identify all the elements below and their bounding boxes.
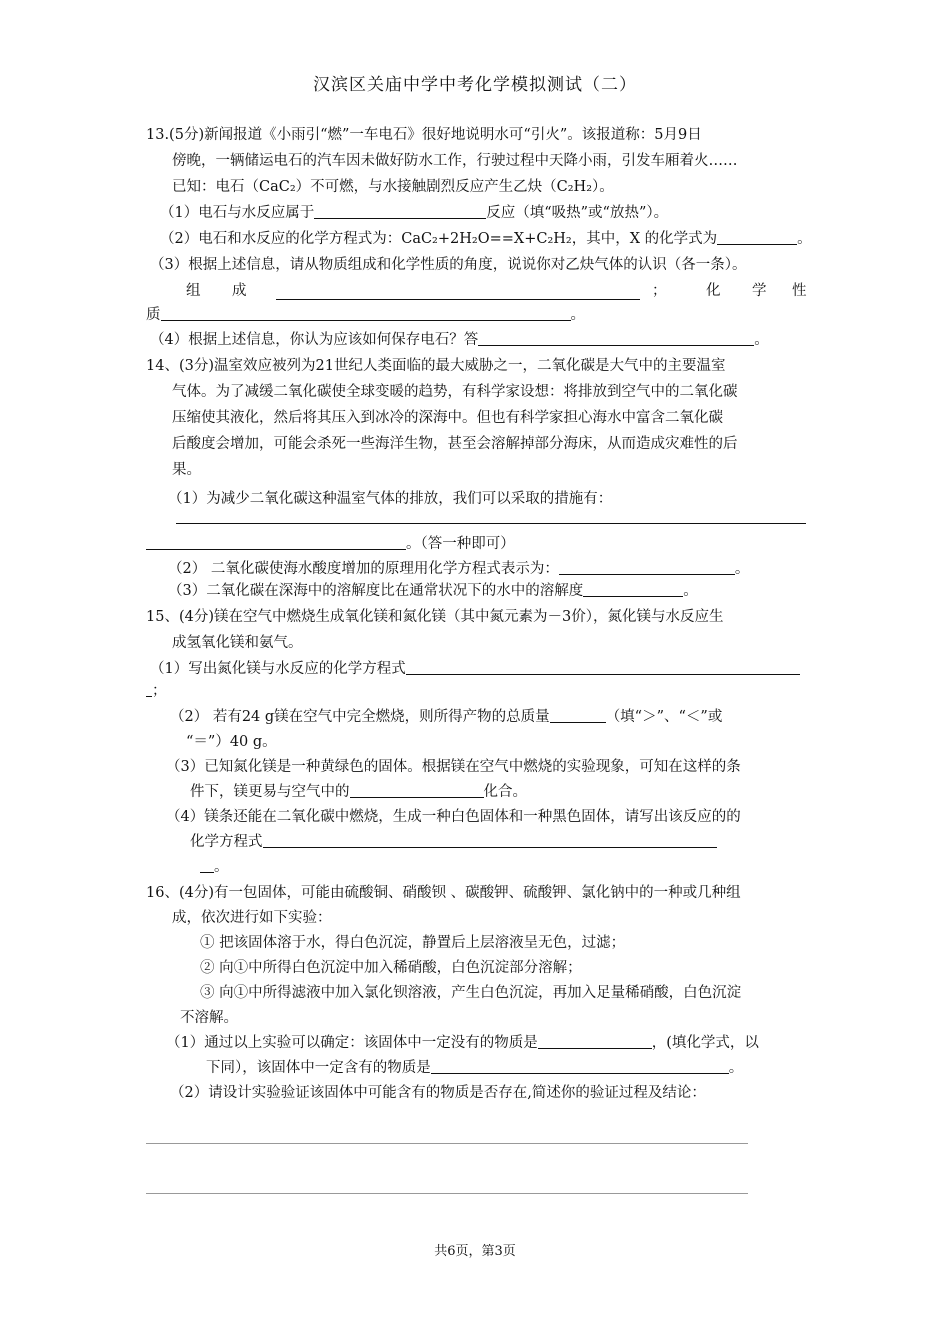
q14-answer-line-1[interactable] — [176, 523, 806, 524]
q14-sub2 — [168, 558, 749, 580]
q13-answer-blank-1[interactable] — [314, 202, 486, 219]
q13-sub1-text: （1）电石与水反应属于 — [160, 205, 315, 221]
q13-sub3-end: 。 — [570, 307, 585, 323]
q13-char-xing: 性 — [792, 283, 807, 299]
q14-sub2-text: （2） 二氧化碳使海水酸度增加的原理用化学方程式表示为： — [168, 561, 559, 577]
q15-sub4: （4）镁条还能在二氧化碳中燃烧，生成一种白色固体和一种黑色固体，请写出该反应的的 — [166, 809, 741, 825]
q13-char-zu: 组 — [186, 283, 201, 299]
q16-answer-line-1[interactable] — [146, 1143, 748, 1144]
q14-line-2: 气体。为了减缓二氧化碳使全球变暖的趋势，有科学家设想：将排放到空气中的二氧化碳 — [172, 384, 738, 400]
q13-sub3: （3）根据上述信息，请从物质组成和化学性质的角度，说说你对乙炔气体的认识（各一条）。 — [150, 257, 747, 273]
q16-answer-line-2[interactable] — [146, 1193, 748, 1194]
q13-line-3: 已知：电石（CaC₂）不可燃，与水接触剧烈反应产生乙炔（C₂H₂）。 — [172, 179, 614, 195]
q13-semicolon: ； — [652, 283, 667, 299]
q15-sub1-text: （1）写出氮化镁与水反应的化学方程式 — [150, 661, 406, 677]
q14-sub3-text: （3）二氧化碳在深海中的溶解度比在通常状况下的水中的溶解度 — [168, 583, 584, 599]
q16-sub1-text: （1）通过以上实验可以确定：该固体中一定没有的物质是 — [166, 1035, 538, 1051]
q14-answer-blank-2[interactable] — [559, 558, 735, 575]
q16-answer-blank-2[interactable] — [431, 1057, 729, 1074]
q15-sub1-end-text: ； — [152, 683, 167, 699]
q14-sub1-end-text: 。（答一种即可） — [406, 536, 515, 552]
q13-answer-blank-composition[interactable] — [276, 283, 640, 300]
q16-sub1-tail: ，(填化学式，以 — [651, 1035, 759, 1051]
q15-answer-blank-2[interactable] — [550, 706, 606, 723]
q14-answer-blank-3[interactable] — [583, 580, 683, 597]
q15-answer-blank-4[interactable] — [263, 831, 717, 848]
q15-sub4-end — [200, 856, 229, 878]
q13-char-xue: 学 — [752, 283, 767, 299]
q15-line-2: 成氢氧化镁和氨气。 — [172, 635, 303, 651]
q16-experiment-1: ① 把该固体溶于水，得白色沉淀，静置后上层溶液呈无色，过滤； — [200, 935, 626, 951]
q16-sub1-text-2: 下同），该固体中一定含有的物质是 — [206, 1060, 431, 1076]
q15-sub4-line-2 — [190, 831, 717, 853]
q15-sub4-end-text: 。 — [214, 859, 229, 875]
q13-sub4 — [150, 329, 769, 351]
q13-char-zhi: 质 — [146, 307, 161, 323]
q13-answer-blank-2[interactable] — [717, 228, 797, 245]
q13-answer-blank-4[interactable] — [478, 329, 754, 346]
q16-sub2: （2）请设计实验验证该固体中可能含有的物质是否存在,简述你的验证过程及结论： — [170, 1085, 706, 1101]
q16-experiment-3: ③ 向①中所得滤液中加入氯化钡溶液，产生白色沉淀，再加入足量稀硝酸，白色沉淀 — [200, 985, 742, 1001]
q13-line-2: 傍晚，一辆储运电石的汽车因未做好防水工作，行驶过程中天降小雨，引发车厢着火…… — [172, 153, 738, 169]
q16-experiment-3-line-2: 不溶解。 — [180, 1010, 238, 1026]
q13-sub1-tail: 反应（填“吸热”或“放热”）。 — [486, 205, 669, 221]
q16-experiment-2: ② 向①中所得白色沉淀中加入稀硝酸，白色沉淀部分溶解； — [200, 960, 582, 976]
q13-answer-blank-property[interactable] — [161, 304, 571, 321]
q13-sub2-text: （2）电石和水反应的化学方程式为：CaC₂+2H₂O==X+C₂H₂，其中，X 的化学式为 — [160, 231, 718, 247]
page-footer: 共6页，第3页 — [434, 1244, 516, 1259]
q16-sub1-line-2 — [206, 1057, 743, 1079]
q13-char-cheng: 成 — [232, 283, 247, 299]
q14-line-1: 14、(3分)温室效应被列为21世纪人类面临的最大威胁之一，二氧化碳是大气中的主要温室 — [146, 358, 726, 374]
q14-line-5: 果。 — [172, 462, 201, 478]
q14-sub3-tail: 。 — [683, 583, 698, 599]
q14-line-3: 压缩使其液化，然后将其压入到冰冷的深海中。但也有科学家担心海水中富含二氧化碳 — [172, 410, 723, 426]
q15-sub3-tail: 化合。 — [483, 784, 527, 800]
q13-sub2-tail: 。 — [797, 231, 812, 247]
q16-line-2: 成，依次进行如下实验： — [172, 910, 332, 926]
q13-char-hua: 化 — [706, 283, 721, 299]
q14-answer-blank-1[interactable] — [146, 533, 406, 550]
q14-sub1-end — [146, 533, 515, 555]
q14-sub2-tail: 。 — [734, 561, 750, 577]
page-title: 汉滨区关庙中学中考化学模拟测试（二） — [313, 75, 637, 95]
q15-answer-blank-3[interactable] — [350, 781, 484, 798]
q13-sub1 — [160, 202, 668, 224]
q15-sub2-line-2: “＝”）40 g。 — [186, 734, 277, 750]
q14-line-4: 后酸度会增加，可能会杀死一些海洋生物，甚至会溶解掉部分海床，从而造成灾难性的后 — [172, 436, 738, 452]
q16-line-1: 16、(4分)有一包固体，可能由硫酸铜、硝酸钡 、碳酸钾、硫酸钾、氯化钠中的一种或几种组 — [146, 885, 741, 901]
q15-sub2-text: （2） 若有24 g镁在空气中完全燃烧，则所得产物的总质量 — [170, 709, 550, 725]
q16-sub1 — [166, 1032, 759, 1054]
q15-sub2-tail: （填“＞”、“＜”或 — [605, 709, 723, 725]
q15-answer-blank-4b[interactable] — [200, 856, 214, 873]
q15-sub1-end — [146, 680, 167, 702]
q14-sub1: （1）为减少二氧化碳这种温室气体的排放，我们可以采取的措施有： — [168, 491, 613, 507]
q16-answer-blank-1[interactable] — [538, 1032, 652, 1049]
q13-sub2 — [160, 228, 812, 250]
q14-sub3 — [168, 580, 698, 602]
q16-sub1-end: 。 — [728, 1060, 744, 1076]
q15-sub1 — [150, 658, 800, 680]
q13-sub4-tail: 。 — [754, 332, 769, 348]
q15-sub3-line-2 — [190, 781, 527, 803]
q13-sub4-text: （4）根据上述信息，你认为应该如何保存电石？答 — [150, 332, 479, 348]
q15-answer-blank-1[interactable] — [406, 658, 800, 675]
q15-sub2 — [170, 706, 722, 728]
q13-line-1: 13.(5分)新闻报道《小雨引“燃”一车电石》很好地说明水可“引火”。该报道称：5月9日 — [146, 127, 702, 143]
q13-sub3-line-2 — [146, 304, 585, 326]
q15-line-1: 15、(4分)镁在空气中燃烧生成氧化镁和氮化镁（其中氮元素为－3价），氮化镁与水反应生 — [146, 609, 724, 625]
q15-sub3: （3）已知氮化镁是一种黄绿色的固体。根据镁在空气中燃烧的实验现象，可知在这样的条 — [166, 759, 741, 775]
q15-sub3-text: 件下，镁更易与空气中的 — [190, 784, 350, 800]
q15-sub4-text: 化学方程式 — [190, 834, 263, 850]
